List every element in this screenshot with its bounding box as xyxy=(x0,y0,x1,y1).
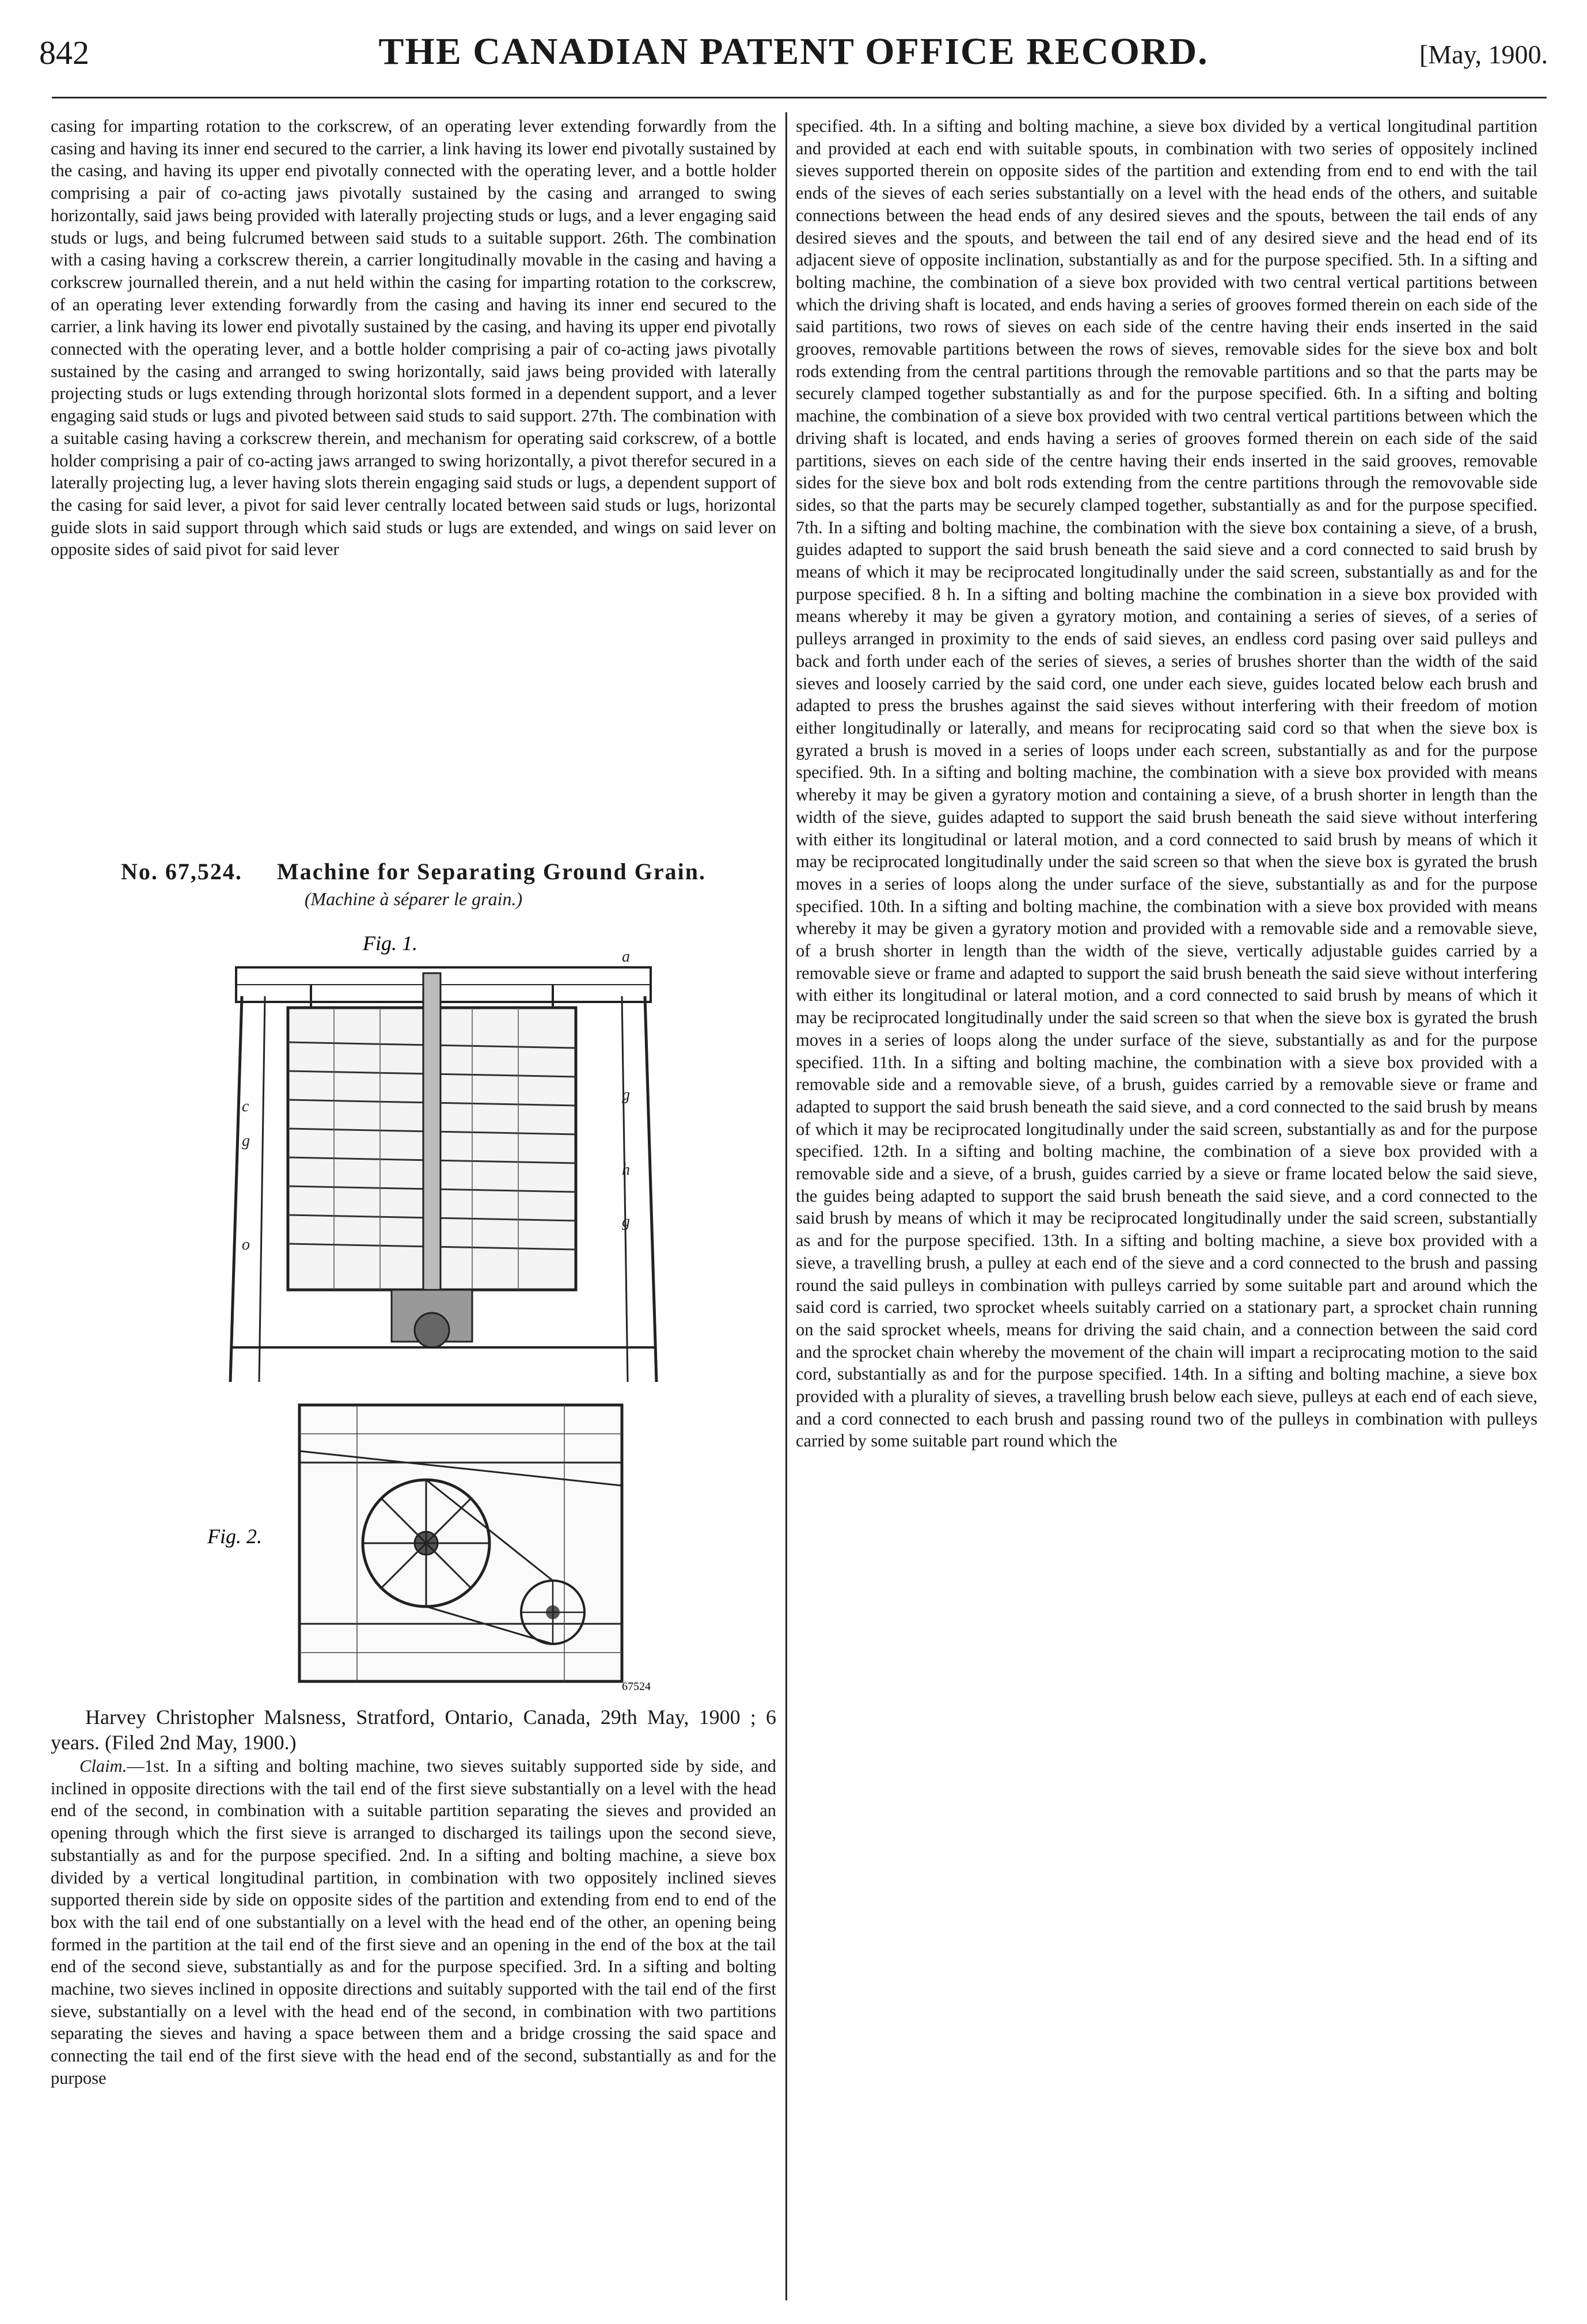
page-header xyxy=(35,17,1552,81)
svg-text:g: g xyxy=(242,1132,250,1150)
svg-text:o: o xyxy=(242,1236,250,1254)
svg-text:c: c xyxy=(242,1098,249,1115)
publication-title: THE CANADIAN PATENT OFFICE RECORD. xyxy=(378,31,1209,73)
svg-text:a: a xyxy=(622,948,630,966)
svg-text:h: h xyxy=(622,1161,630,1179)
right-column-text xyxy=(796,115,1537,1452)
patent-figure-1 xyxy=(219,927,668,1382)
right-column-paragraph: specified. 4th. In a sifting and bolting machine, a sieve box divided by a vertical longitudinal partition and provided at each end with suitable spouts, in combination with two series of oppositely inclined sieves supported therein on opposite sides of the partition and extending from end to end with the tail ends of the sieves of each series substantially on a level with the head ends of the others, and suitable connections between the head ends of any desired sieves and the spouts, between the tail ends of any desired sieves and the spouts, and between the tail end of any desired sieve and the head end of its adjacent sieve of opposite inclination, substantially as and for the purpose specified. 5th. In a sifting and bolting machine, the combination of a sieve box provided with two central vertical partitions between which the driving shaft is located, and ends having a series of grooves formed therein on each side of the said partitions, two rows of sieves on each side of the centre having their ends inserted in the said grooves, removable partitions between the rows of sieves, removable sides for the sieve box and bolt rods extending from the central partitions through the removable partitions and so that the parts may be securely clamped together substantially as and for the purpose specified. 6th. In a sifting and bolting machine, the combination of a sieve box provided with two central vertical partitions between which the driving shaft is located, and ends having a series of grooves formed therein on each side of the said partitions, sieves on each side of the centre having their ends inserted in the said grooves, removable sides for the sieve box and bolt rods extending from the centre partitions through the removovable side sides, so that the parts may be securely clamped together, substantially as and for the purpose specified. 7th. In a sifting and bolting machine, the combination with the sieve box containing a sieve, of a brush, guides adapted to support the said brush beneath the said sieve and a cord connected to said brush by means of which it may be reciprocated longitudinally under the said screen, substantially as and for the purpose specified. 8 h. In a sifting and bolting machine the combination in a sieve box provided with means whereby it may be given a gyratory motion, and containing a series of sieves, of a series of pulleys arranged in proximity to the ends of said sieves, an endless cord pasing over said pulleys and back and forth under each of the series of sieves, a series of brushes shorter than the width of the said sieves and loosely carried by the said cord, one under each sieve, guides located below each brush and adapted to press the brushes against the said sieves without interfering with their freedom of motion either longitudinally or laterally, and means for reciprocating said cord so that when the sieve box is gyrated a brush is moved in a series of loops under each screen, substantially as and for the purpose specified. 9th. In a sifting and bolting machine, the combination with a sieve box provided with means whereby it may be given a gyratory motion and containing a sieve, of a brush shorter in length than the width of the sieve, guides adapted to support the said brush beneath the said sieve without interfering with either its longitudinal or lateral motion, and a cord connected to said brush by means of which it may be reciprocated longitudinally under the said screen so that when the sieve box is gyrated the brush moves in a series of loops along the under surface of the sieve, substantially as and for the purpose specified. 10th. In a sifting and bolting machine, the combination with a sieve box provided with means whereby it may be given a gyratory motion and provided with a removable side and a removable sieve, of a brush shorter in length than the width of the sieve, vertically adjustable guides carried by a removable sieve or frame and adapted to support the said brush beneath the said sieve without interfering with either its longitudinal or lateral motion, and a cord connected to said brush by means of which it may be reciprocated longitudinally under the said screen so that when the sieve box is gyrated the brush moves in a series of loops along the under surface of the sieve, substantially as and for the purpose specified. 11th. In a sifting and bolting machine, the combination with a sieve box provided with a removable side and a removable sieve, of a brush, guides carried by a removable sieve or frame and adapted to support the said brush beneath the said sieve, and a cord connected to the said brush by means of which it may be reciprocated longitudinally under the said screen, substantially as and for the purpose specified. 12th. In a sifting and bolting machine, the combination of a sieve box provided with a removable side and a sieve, of a brush, guides carried by a sieve or frame located below the said sieve, the guides being adapted to support the said brush beneath the said sieve, and a cord connected to the said brush by means of which it may be reciprocated longitudinally under the said screen, substantially as and for the purpose specified. 13th. In a sifting and bolting machine, a sieve box provided with a sieve, a travelling brush, a pulley at each end of the sieve and a cord connected to the brush and passing round the said pulleys in combination with pulleys carried by some suitable part and around which the said cord is carried, two sprocket wheels suitably carried on a stationary part, a sprocket chain running on the said sprocket wheels, means for driving the said chain, and a connection between the said cord and the sprocket chain whereby the movement of the chain will impart a reciprocating motion to the said cord, substantially as and for the purpose specified. 14th. In a sifting and bolting machine, a sieve box provided with a plurality of sieves, a travelling brush below each sieve, pulleys at each end of each sieve, and a cord connected to each brush and passing round two of the pulleys in combination with pulleys carried by some suitable part round which the xyxy=(796,116,1537,1451)
patent-number: No. 67,524. xyxy=(121,859,242,884)
svg-text:g: g xyxy=(622,1213,630,1231)
patent-entry-heading xyxy=(51,858,776,910)
figure-serial-number: 67524 xyxy=(622,1680,651,1693)
header-rule xyxy=(52,97,1547,98)
column-divider xyxy=(785,112,787,2300)
patent-title-line xyxy=(51,858,776,885)
figure-1-label: Fig. 1. xyxy=(363,932,417,955)
claims-paragraph xyxy=(51,1755,776,2090)
patent-title: Machine for Separating Ground Grain. xyxy=(276,859,706,884)
svg-text:g: g xyxy=(622,1086,630,1104)
patent-subtitle: (Machine à séparer le grain.) xyxy=(304,888,523,909)
continuation-paragraph: casing for imparting rotation to the corkscrew, of an operating lever extending forwardly from the casing and having its inner end secured to the carrier, a link having its lower end pivotally sustained by the casing, and having its upper end pivotally connected with the operating lever, and a bottle holder comprising a pair of co-acting jaws pivotally sustained by the casing and arranged to swing horizontally, said jaws being provided with laterally projecting studs or lugs, and a lever engaging said studs or lugs, and being fulcrumed between said studs to a suitable support. 26th. The combination with a casing having a corkscrew therein, a carrier longitudinally movable in the casing and having a corkscrew journalled therein, and a nut held within the casing for imparting rotation to the corkscrew, of an operating lever extending forwardly from the casing and having its inner end secured to the carrier, a link having its lower end pivotally sustained by the casing, and having its upper end pivotally connected with the operating lever, and a bottle holder comprising a pair of co-acting jaws pivotally sustained by the casing and arranged to swing horizontally, said jaws being provided with laterally projecting studs or lugs extending through horizontal slots formed in a dependent support, and a lever engaging said studs or lugs and pivoted between said studs to said support. 27th. The combination with a suitable casing having a corkscrew therein, and mechanism for operating said corkscrew, of a bottle holder comprising a pair of co-acting jaws arranged to swing horizontally, a pivot therefor secured in a laterally projecting lug, a lever having slots therein engaging said studs or lugs, a dependent support of the casing for said lever, a pivot for said lever centrally located between said studs or lugs, horizontal guide slots in said support through which said studs or lugs are extended, and wings on said lever on opposite sides of said pivot for said lever xyxy=(51,116,776,560)
left-column-continuation xyxy=(51,115,776,561)
claim-label: Claim. xyxy=(79,1756,127,1776)
page-number: 842 xyxy=(39,34,89,71)
claims-text: —1st. In a sifting and bolting machine, two sieves suitably supported side by side, and inclined in opposite directions with the tail end of the first sieve substantially on a level with the head end of the second, in combination with a suitable partition separating the sieves and provided an opening through which the first sieve is arranged to discharged its tailings upon the second sieve, substantially as and for the purpose specified. 2nd. In a sifting and bolting machine, a sieve box divided by a vertical longitudinal partition, in combination with two oppositely inclined sieves supported therein side by side on opposite sides of the partition and extending from end to end of the box with the tail end of one substantially on a level with the head end of the other, an opening being formed in the partition at the tail end of the first sieve and an opening in the end of the box at the tail end of the second sieve, substantially as and for the purpose specified. 3rd. In a sifting and bolting machine, two sieves inclined in opposite directions and suitably supported with the tail end of the first sieve, substantially on a level with the head end of the second, in combination with two partitions separating the sieves and having a space between them and a bridge crossing the said space and connecting the tail end of the first sieve with the head end of the second, substantially as and for the purpose xyxy=(51,1756,776,2088)
issue-date: [May, 1900. xyxy=(1419,40,1548,69)
figure-2-label: Fig. 2. xyxy=(207,1525,262,1548)
inventor-line: Harvey Christopher Malsness, Stratford, Ontario, Canada, 29th May, 1900 ; 6 years. (Filed 2nd May, 1900.) xyxy=(51,1706,776,1754)
patent-entry-body xyxy=(51,1704,776,2090)
patent-figure-2 xyxy=(207,1393,679,1693)
